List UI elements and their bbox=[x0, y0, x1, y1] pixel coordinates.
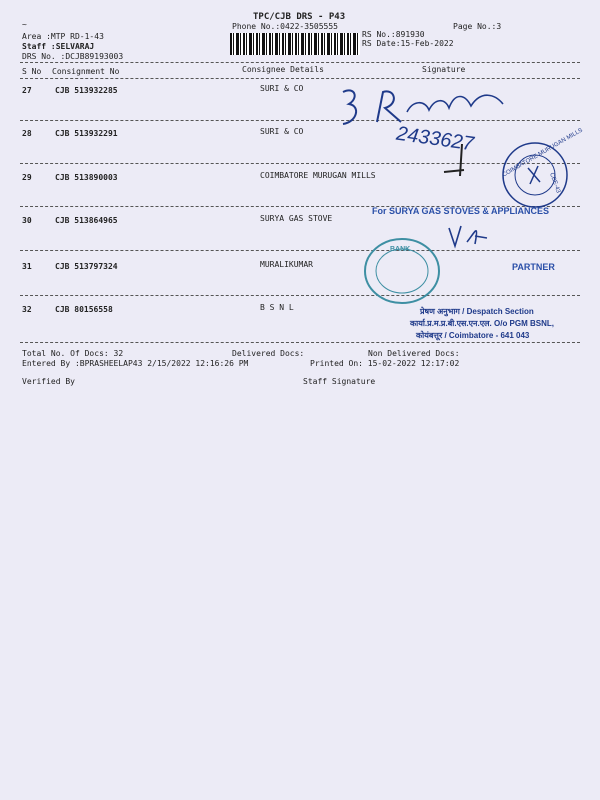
row-sno: 31 bbox=[22, 262, 32, 271]
document-title: TPC/CJB DRS - P43 bbox=[253, 12, 346, 22]
surya-signature bbox=[445, 222, 495, 252]
corner-mark: ~ bbox=[22, 20, 27, 29]
row-consignment: CJB 513932285 bbox=[55, 86, 118, 95]
row-divider bbox=[20, 163, 580, 164]
area-field: Area :MTP RD-1-43 bbox=[22, 32, 104, 41]
murugan-seal-code: CBE-43 bbox=[548, 172, 561, 194]
delivered-docs: Delivered Docs: bbox=[232, 349, 305, 358]
row-consignee: B S N L bbox=[260, 303, 294, 312]
row-consignment: CJB 80156558 bbox=[55, 305, 113, 314]
row-sno: 32 bbox=[22, 305, 32, 314]
row-divider bbox=[20, 295, 580, 296]
row-consignee: SURI & CO bbox=[260, 84, 304, 93]
rs-number: RS No.:891930 bbox=[362, 30, 425, 39]
barcode bbox=[230, 33, 360, 55]
murugan-seal-text: COIMBATORE MURUGAN MILLS bbox=[501, 127, 584, 179]
non-delivered-docs: Non Delivered Docs: bbox=[368, 349, 460, 358]
divider bbox=[20, 62, 580, 63]
divider bbox=[20, 342, 580, 343]
row-consignment: CJB 513890003 bbox=[55, 173, 118, 182]
bsnl-stamp-line3: कोयंबत्तूर / Coimbatore - 641 043 bbox=[416, 331, 530, 340]
row-sno: 28 bbox=[22, 129, 32, 138]
row-consignee: MURALIKUMAR bbox=[260, 260, 313, 269]
row-sno: 29 bbox=[22, 173, 32, 182]
bank-seal-text: BANK bbox=[390, 246, 411, 253]
row-consignment: CJB 513864965 bbox=[55, 216, 118, 225]
surya-stamp: For SURYA GAS STOVES & APPLIANCES bbox=[372, 206, 550, 216]
column-consignment: Consignment No bbox=[52, 67, 120, 76]
column-sno: S No bbox=[22, 67, 42, 76]
staff-field: Staff :SELVARAJ bbox=[22, 42, 95, 51]
signature-tick bbox=[440, 140, 480, 180]
page-number: Page No.:3 bbox=[453, 22, 502, 31]
row-consignee: SURYA GAS STOVE bbox=[260, 214, 333, 223]
staff-signature: Staff Signature bbox=[303, 377, 376, 386]
row-consignee: SURI & CO bbox=[260, 127, 304, 136]
divider bbox=[20, 78, 580, 79]
rs-date: RS Date:15-Feb-2022 bbox=[362, 39, 454, 48]
handwritten-number: 2433627 bbox=[394, 122, 476, 156]
bsnl-stamp-line1: प्रेषण अनुभाग / Despatch Section bbox=[420, 307, 534, 316]
row-sno: 27 bbox=[22, 86, 32, 95]
column-signature: Signature bbox=[422, 65, 466, 74]
row-divider bbox=[20, 250, 580, 251]
total-docs: Total No. Of Docs: 32 bbox=[22, 349, 124, 358]
bsnl-stamp-line2: कार्या.प्र.म.प्र.बी.एस.एन.एल. O/o PGM BSNL, bbox=[410, 319, 555, 328]
entered-by: Entered By :BPRASHEELAP43 2/15/2022 12:16:26 PM bbox=[22, 359, 249, 368]
surya-partner: PARTNER bbox=[512, 262, 555, 272]
row-consignment: CJB 513932291 bbox=[55, 129, 118, 138]
phone-number: Phone No.:0422-3505555 bbox=[232, 22, 338, 31]
column-consignee: Consignee Details bbox=[242, 65, 324, 74]
verified-by: Verified By bbox=[22, 377, 75, 386]
row-consignee: COIMBATORE MURUGAN MILLS bbox=[260, 171, 376, 180]
row-sno: 30 bbox=[22, 216, 32, 225]
printed-on: Printed On: 15-02-2022 12:17:02 bbox=[310, 359, 460, 368]
row-consignment: CJB 513797324 bbox=[55, 262, 118, 271]
drs-number: DRS No. :DCJB89193003 bbox=[22, 52, 124, 61]
